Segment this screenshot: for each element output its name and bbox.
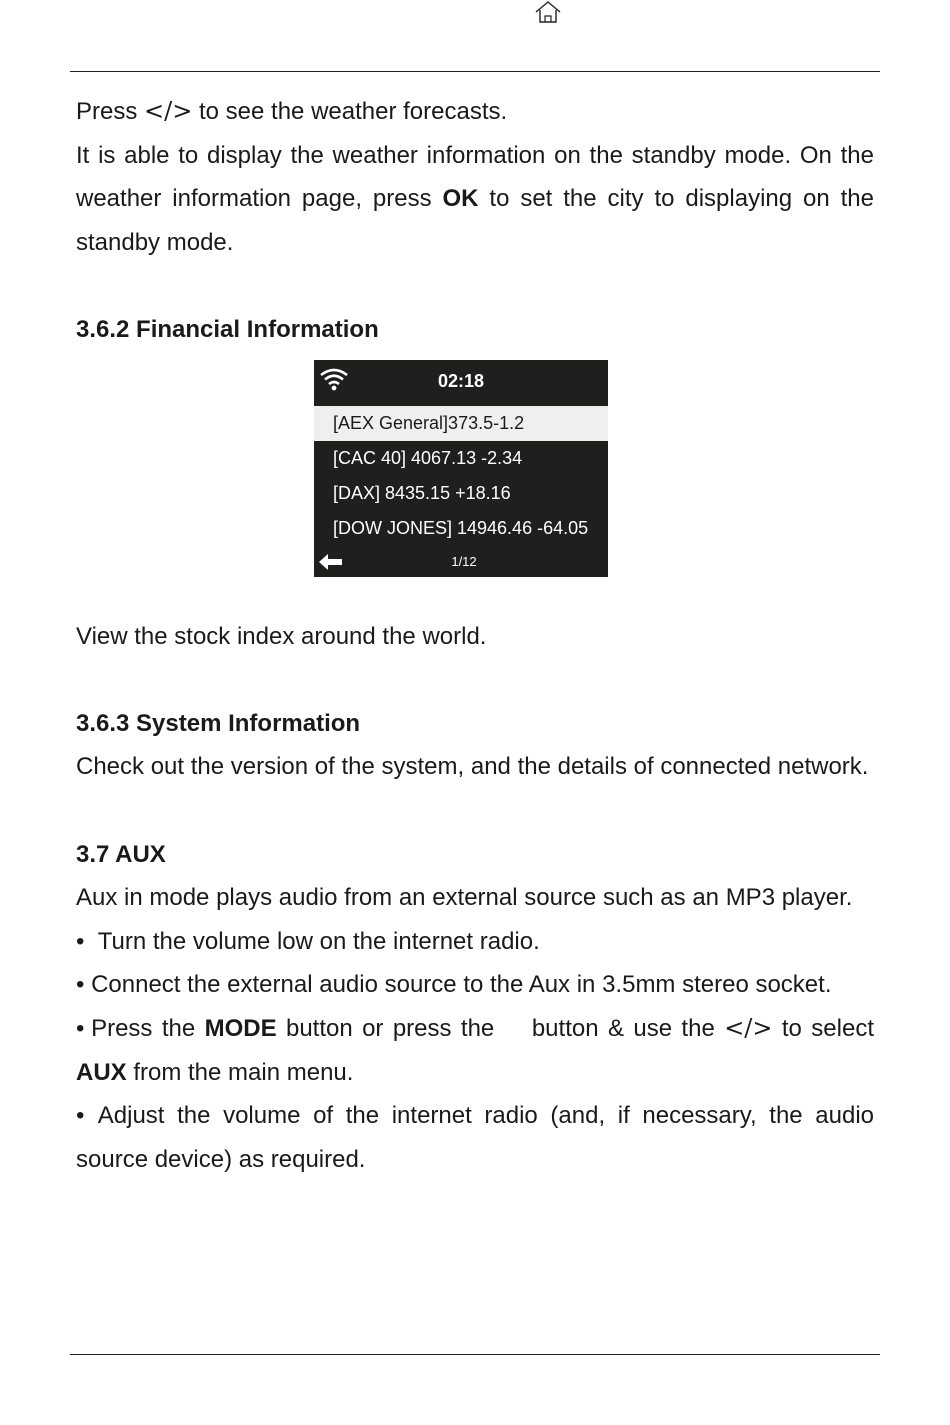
weather-standby-paragraph: It is able to display the weather information on the standby mode. On the weather information page, press OK to set the city to displaying on the standby mode. [76,141,874,256]
home-icon [533,0,563,26]
status-bar [314,360,608,403]
bullet-icon: • [76,1014,92,1042]
financial-heading: 3.6.2 Financial Information [76,315,379,343]
clock-time: 02:18 [437,370,485,391]
stock-row-selected[interactable]: [AEX General]373.5-1.2 [314,406,608,441]
stock-row[interactable]: [DOW JONES] 14946.46 -64.05 [333,517,589,538]
header-rule [70,71,880,72]
bullet-icon: • [76,971,92,999]
left-right-arrows-icon: </> [724,1013,773,1042]
page-indicator: 1/12 [451,553,477,569]
aux-description: Aux in mode plays audio from an external source such as an MP3 player. [76,884,853,912]
device-screen-figure [76,352,874,615]
device-screen [314,360,608,577]
aux-heading: 3.7 AUX [76,840,166,868]
aux-bullet-2: • Connect the external audio source to the Aux in 3.5mm stereo socket. [76,963,874,1007]
page-content [76,90,874,1181]
bullet-icon: • [76,1102,98,1130]
system-description: Check out the version of the system, and the details of connected network. [76,753,869,781]
aux-bullet-1: • Turn the volume low on the internet radio. [76,920,874,964]
footer-rule [70,1354,880,1355]
weather-forecast-paragraph: Press </> to see the weather forecasts. [76,97,508,125]
aux-bullet-3: • Press the MODE button or press the button & use the </> to select AUX from the main menu. [76,1007,874,1094]
left-right-arrows-icon: </> [144,97,193,125]
bullet-icon: • [76,927,98,955]
stock-row[interactable]: [DAX] 8435.15 +18.16 [333,482,511,503]
financial-description: View the stock index around the world. [76,622,487,650]
aux-bullet-4: • Adjust the volume of the internet radio (and, if necessary, the audio source device) as required. [76,1094,874,1181]
system-heading: 3.6.3 System Information [76,709,361,737]
stock-row[interactable]: [CAC 40] 4067.13 -2.34 [333,447,523,468]
screen-footer [314,547,608,577]
